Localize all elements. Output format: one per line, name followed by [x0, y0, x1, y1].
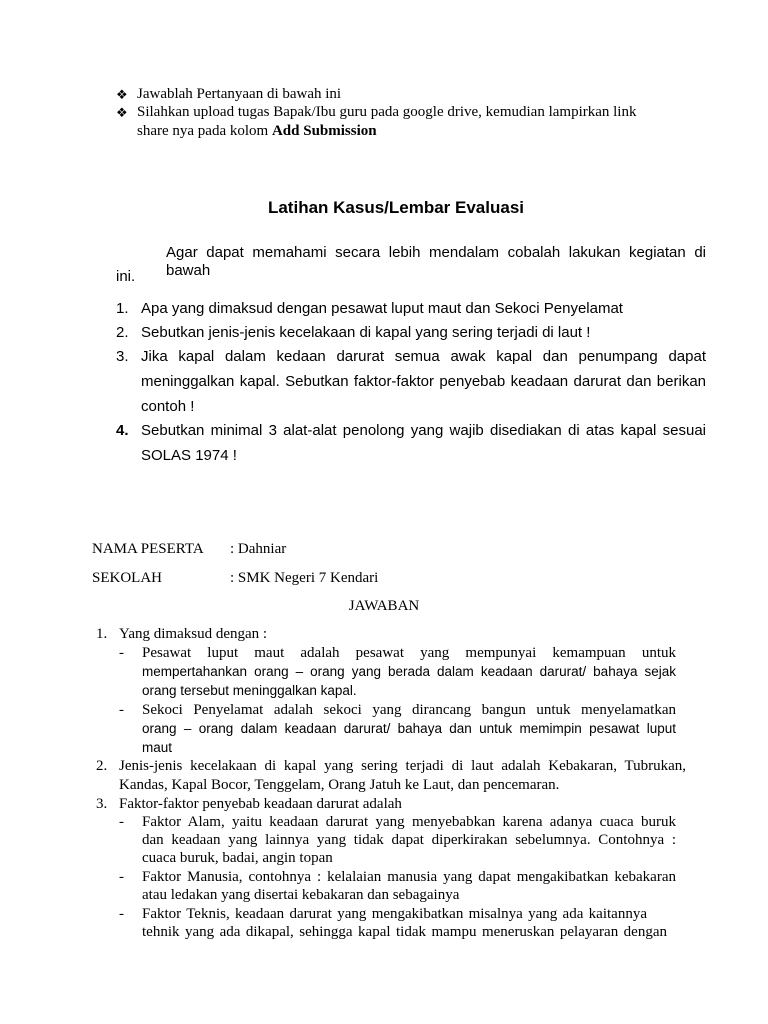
answer-3-sub-1-line-2: dan keadaan yang lainnya yang tidak dapat diperkirakan sebelumnya. Contohnya :: [142, 832, 676, 848]
instruction-item-1: Jawablah Pertanyaan di bawah ini: [137, 86, 342, 102]
question-number: 4.: [116, 422, 129, 439]
question-4-line-1: Sebutkan minimal 3 alat-alat penolong yang wajib disediakan di atas kapal sesuai: [141, 422, 706, 439]
answer-2-line-1: Jenis-jenis kecelakaan di kapal yang sering terjadi di laut adalah Kebakaran, Tubrukan,: [119, 758, 686, 774]
dash-bullet: -: [119, 906, 124, 922]
question-number: 3.: [116, 348, 129, 365]
diamond-bullet-icon: ❖: [116, 87, 128, 102]
answers-heading: JAWABAN: [348, 598, 420, 614]
question-number: 1.: [116, 300, 129, 317]
question-1: Apa yang dimaksud dengan pesawat luput maut dan Sekoci Penyelamat: [141, 300, 623, 317]
exercise-intro-line-1: Agar dapat memahami secara lebih mendalam cobalah lakukan kegiatan di bawah: [166, 244, 706, 279]
answer-3-sub-3-line-1: Faktor Teknis, keadaan darurat yang mengakibatkan misalnya yang ada kaitannya: [142, 906, 647, 922]
dash-bullet: -: [119, 814, 124, 830]
answer-1-sub-2-line-1: Sekoci Penyelamat adalah sekoci yang dirancang bangun untuk menyelamatkan: [142, 702, 676, 718]
question-2: Sebutkan jenis-jenis kecelakaan di kapal yang sering terjadi di laut !: [141, 324, 591, 341]
school-value: : SMK Negeri 7 Kendari: [230, 570, 379, 586]
exercise-intro-line-2: ini.: [116, 268, 136, 285]
instruction-item-2-line-1: Silahkan upload tugas Bapak/Ibu guru pada google drive, kemudian lampirkan link: [137, 104, 637, 120]
name-value: : Dahniar: [230, 541, 287, 557]
school-label: SEKOLAH: [92, 570, 162, 586]
question-4-line-2: SOLAS 1974 !: [141, 447, 237, 464]
answer-1-sub-1-line-2: mempertahankan orang – orang yang berada dalam keadaan darurat/ bahaya sejak: [142, 664, 676, 679]
add-submission-label: Add Submission: [271, 123, 377, 139]
answer-1-intro: Yang dimaksud dengan :: [119, 626, 268, 642]
instruction-text: share nya pada kolom: [137, 123, 272, 139]
answer-1-sub-2-line-3: maut: [142, 740, 173, 755]
answer-2-line-2: Kandas, Kapal Bocor, Tenggelam, Orang Jatuh ke Laut, dan pencemaran.: [119, 777, 560, 793]
question-3-line-3: contoh !: [141, 398, 195, 415]
answer-3-intro: Faktor-faktor penyebab keadaan darurat adalah: [119, 796, 402, 812]
instruction-item-2-line-2: [137, 122, 377, 140]
question-3-line-1: Jika kapal dalam kedaan darurat semua awak kapal dan penumpang dapat: [141, 348, 706, 365]
answer-1-sub-2-line-2: orang – orang dalam keadaan darurat/ bahaya dan untuk memimpin pesawat luput: [142, 721, 676, 736]
answer-3-sub-2-line-2: atau ledakan yang disertai kebakaran dan sebagainya: [142, 887, 460, 903]
answer-3-sub-1-line-1: Faktor Alam, yaitu keadaan darurat yang menyebabkan karena adanya cuaca buruk: [142, 814, 676, 830]
name-label: NAMA PESERTA: [92, 541, 204, 557]
answer-number: 3.: [96, 796, 108, 812]
answer-1-sub-1-line-3: orang tersebut meninggalkan kapal.: [142, 683, 357, 698]
answer-3-sub-3-line-2: tehnik yang ada dikapal, sehingga kapal tidak mampu meneruskan pelayaran dengan: [142, 924, 667, 940]
dash-bullet: -: [119, 645, 124, 661]
answer-number: 1.: [96, 626, 108, 642]
answer-3-sub-1-line-3: cuaca buruk, badai, angin topan: [142, 850, 333, 866]
dash-bullet: -: [119, 702, 124, 718]
answer-number: 2.: [96, 758, 108, 774]
question-number: 2.: [116, 324, 129, 341]
exercise-title: Latihan Kasus/Lembar Evaluasi: [267, 198, 525, 217]
answer-3-sub-2-line-1: Faktor Manusia, contohnya : kelalaian manusia yang dapat mengakibatkan kebakaran: [142, 869, 676, 885]
diamond-bullet-icon: ❖: [116, 105, 128, 120]
question-3-line-2: meninggalkan kapal. Sebutkan faktor-faktor penyebab keadaan darurat dan berikan: [141, 373, 706, 390]
answer-1-sub-1-line-1: Pesawat luput maut adalah pesawat yang mempunyai kemampuan untuk: [142, 645, 676, 661]
dash-bullet: -: [119, 869, 124, 885]
